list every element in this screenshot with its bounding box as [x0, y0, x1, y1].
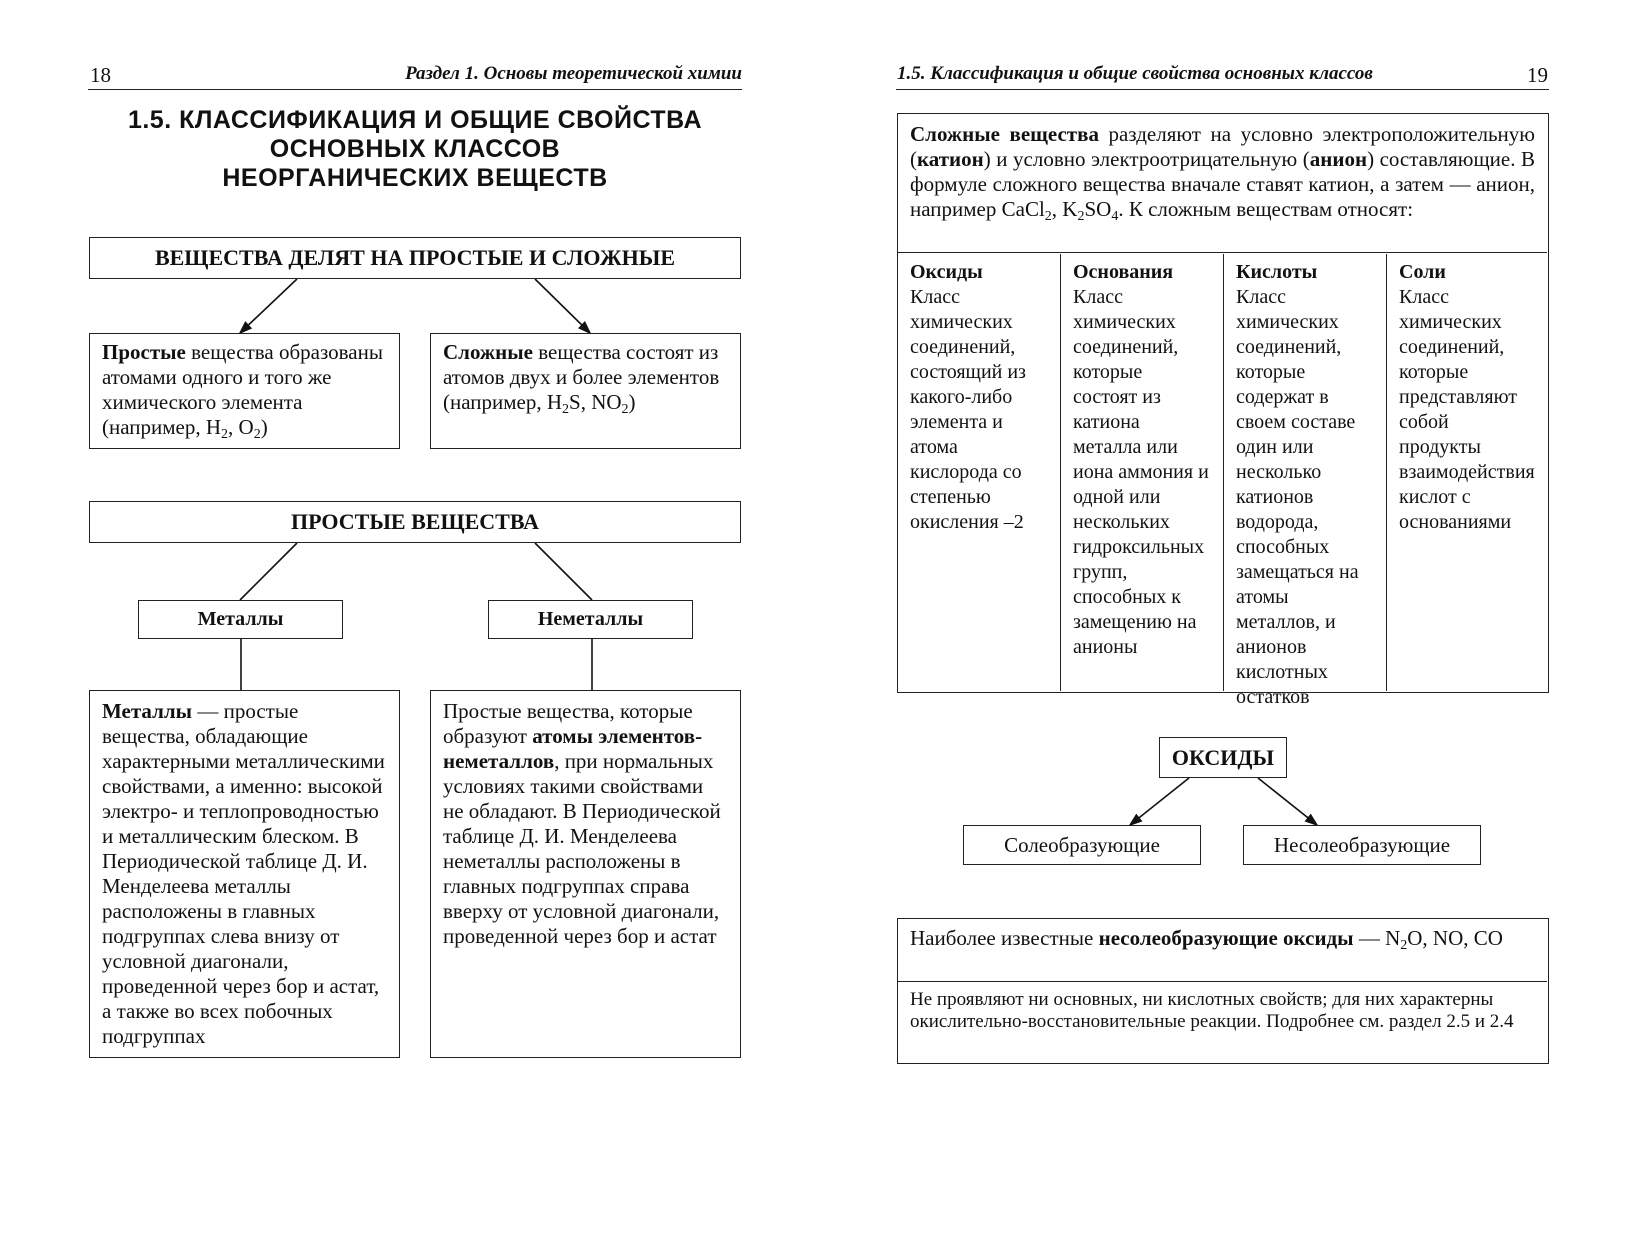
- class-name: Основания: [1073, 261, 1174, 283]
- nonmetals-label: Неметаллы: [537, 608, 644, 630]
- header-rule-right: [896, 89, 1549, 90]
- class-description: Класс химических соединений, состоящий из какого-либо элемента и атома кислорода со степенью окисления –2: [910, 286, 1026, 533]
- nonmetals-description-box: Простые вещества, которые образуют атомы элементов-неметаллов, при нормальных условиях такими свойствами не обладают. В Периодической таблице Д. И. Менделеева неметаллы расположены в главных подгруппах справа вверху от условной диагонали, проведенной через бор и астат: [430, 690, 741, 1058]
- simple-substances-header: [89, 501, 741, 543]
- metals-label-box: [138, 600, 343, 639]
- metals-label: Металлы: [197, 608, 284, 630]
- metals-term: Металлы: [102, 699, 193, 723]
- running-head-left: Раздел 1. Основы теоретической химии: [405, 63, 742, 84]
- running-head-right: 1.5. Классификация и общие свойства основных классов: [897, 63, 1373, 84]
- simple-term: Простые: [102, 340, 186, 364]
- complex-substances-table: [897, 113, 1549, 708]
- nonmetals-label-box: [488, 600, 693, 639]
- class-column-bases: [1060, 254, 1223, 691]
- class-name: Кислоты: [1236, 261, 1318, 283]
- note-divider: [898, 981, 1547, 982]
- complex-term: Сложные: [443, 340, 533, 364]
- class-column-salts: [1386, 254, 1547, 691]
- class-description: Класс химических соединений, которые состоят из катиона металла или иона аммония и одной или нескольких гидроксильных групп, способных к замещению на анионы: [1073, 286, 1209, 658]
- arrow-to-complex: [535, 279, 590, 333]
- header-rule-left: [88, 89, 742, 90]
- metals-description-box: Металлы — простые вещества, обладающие характерными металлическими свойствами, а именно: высокой электро- и теплопроводностью и металлическим блеском. В Периодической таблице Д. И. Менделеева металлы расположены в главных подгруппах слева внизу от условной диагонали, проведенной через бор и астат, а также во всех побочных подгруппах: [89, 690, 400, 1058]
- class-column-oxides: [898, 254, 1061, 691]
- arrow-to-salt-forming: [1130, 778, 1189, 825]
- class-column-acids: [1223, 254, 1386, 708]
- oxides-header: [1159, 737, 1287, 778]
- page-number-left: 18: [90, 63, 111, 87]
- simple-substances-box: Простые вещества образованы атомами одного и того же химического элемента (например, $H_2$, $O_2$): [89, 333, 400, 449]
- division-header: [89, 237, 741, 279]
- line-to-nonmetals: [535, 543, 592, 600]
- non-salt-forming-label: Несолеобразующие: [1273, 832, 1451, 857]
- oxides-header-text: ОКСИДЫ: [1171, 744, 1275, 770]
- section-title-line: ОСНОВНЫХ КЛАССОВ: [269, 135, 561, 163]
- simple-substances-header-text: ПРОСТЫЕ ВЕЩЕСТВА: [290, 509, 540, 534]
- line-to-metals: [240, 543, 297, 600]
- section-title: [88, 106, 742, 193]
- class-name: Оксиды: [910, 261, 983, 283]
- non-salt-forming-note: [897, 918, 1549, 1064]
- note-properties: Не проявляют ни основных, ни кислотных свойств; для них характерны окислительно-восстановительные реакции. Подробнее см. раздел 2.5 и 2.4: [910, 989, 1514, 1032]
- page-number-right: 19: [1527, 63, 1548, 87]
- nonmetals-term: атомы элементов-неметаллов: [443, 724, 703, 773]
- non-salt-forming-box: [1243, 825, 1481, 865]
- class-description: Класс химических соединений, которые содержат в своем составе один или несколько катионов водорода, способных замещаться на атомы металлов, и анионов кислотных остатков: [1236, 286, 1359, 708]
- class-description: Класс химических соединений, которые представляют собой продукты взаимодействия кислот с основаниями: [1399, 286, 1535, 533]
- class-name: Соли: [1399, 261, 1446, 283]
- arrow-to-simple: [240, 279, 297, 333]
- salt-forming-label: Солеобразующие: [1004, 832, 1160, 857]
- arrow-to-non-salt-forming: [1258, 778, 1317, 825]
- complex-intro: Сложные вещества разделяют на условно электроположительную (катион) и условно электроотрицательную (анион) составляющие. В формуле сложного вещества вначале ставят катион, а затем — анион, например CaCl$_2$, $K_2SO_4$. К сложным веществам относят:: [910, 122, 1535, 224]
- complex-substances-box: Сложные вещества состоят из атомов двух и более элементов (например, $H_2S$, $NO_2$): [430, 333, 741, 449]
- section-title-line: НЕОРГАНИЧЕСКИХ ВЕЩЕСТВ: [222, 164, 608, 192]
- table-divider: [898, 252, 1547, 253]
- note-known-oxides: Наиболее известные несолеобразующие оксиды — $N_2O$, NO, CO: [910, 926, 1503, 953]
- salt-forming-box: [963, 825, 1201, 865]
- division-header-text: ВЕЩЕСТВА ДЕЛЯТ НА ПРОСТЫЕ И СЛОЖНЫЕ: [154, 245, 676, 270]
- section-title-line: 1.5. КЛАССИФИКАЦИЯ И ОБЩИЕ СВОЙСТВА: [127, 106, 703, 134]
